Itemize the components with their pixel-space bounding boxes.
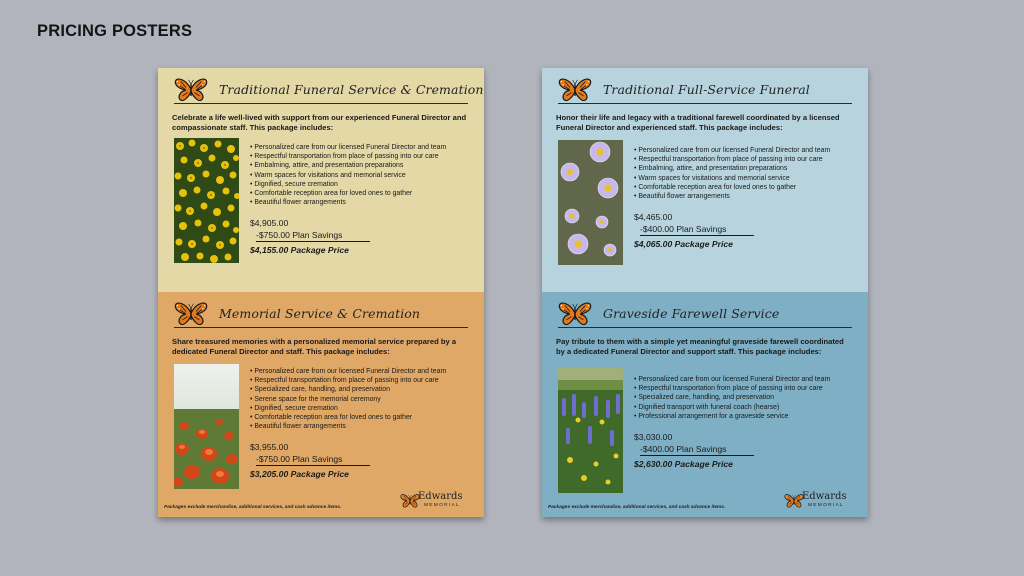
butterfly-icon <box>174 301 208 327</box>
package-title-row <box>174 76 484 104</box>
butterfly-icon <box>558 77 592 103</box>
package-graveside-farewell <box>542 292 868 517</box>
package-intro: Pay tribute to them with a simple yet meaningful graveside farewell coordinated by a dedicated Funeral Director and support staff. This package includes: <box>556 337 844 356</box>
package-price: $4,065.00 Package Price <box>634 239 733 249</box>
package-title: Memorial Service & Cremation <box>219 306 421 321</box>
plan-savings: -$750.00 Plan Savings <box>256 454 370 466</box>
package-feature-list <box>634 146 864 201</box>
plan-savings: -$750.00 Plan Savings <box>256 230 370 242</box>
wildflower-meadow-photo <box>558 368 623 493</box>
feature-item: • Comfortable reception area for loved ones to gather <box>250 413 480 422</box>
package-traditional-funeral-cremation <box>158 68 484 292</box>
feature-item: • Dignified, secure cremation <box>250 404 480 413</box>
butterfly-icon <box>558 301 592 327</box>
pricing-poster-left <box>158 68 484 517</box>
feature-item: • Specialized care, handling, and preservation <box>634 393 864 402</box>
base-price: $3,030.00 <box>634 432 673 442</box>
feature-item: • Serene space for the memorial ceremony <box>250 395 480 404</box>
package-price: $3,205.00 Package Price <box>250 469 349 479</box>
feature-item: • Warm spaces for visitations and memorial service <box>634 174 864 183</box>
red-poppies-photo <box>174 364 239 489</box>
package-title-row <box>174 300 468 328</box>
page-title: PRICING POSTERS <box>37 22 193 40</box>
package-title-row <box>558 76 852 104</box>
feature-item: • Beautiful flower arrangements <box>250 422 480 431</box>
package-feature-list <box>250 367 480 431</box>
package-memorial-cremation <box>158 292 484 517</box>
package-price: $2,630.00 Package Price <box>634 459 733 469</box>
feature-item: • Respectful transportation from place of passing into our care <box>250 376 480 385</box>
package-feature-list <box>250 143 480 207</box>
logo-sub: MEMORIAL <box>424 503 460 508</box>
package-title: Graveside Farewell Service <box>603 306 780 321</box>
feature-item: • Personalized care from our licensed Funeral Director and team <box>634 146 864 155</box>
logo-name: Edwards <box>418 491 463 502</box>
feature-item: • Warm spaces for visitations and memorial service <box>250 171 480 180</box>
edwards-memorial-logo <box>400 491 476 511</box>
feature-item: • Respectful transportation from place of passing into our care <box>250 152 480 161</box>
feature-item: • Beautiful flower arrangements <box>250 198 480 207</box>
package-intro: Share treasured memories with a personalized memorial service prepared by a dedicated Funeral Director and staff. This package includes: <box>172 337 457 356</box>
feature-item: • Professional arrangement for a graveside service <box>634 412 864 421</box>
package-feature-list <box>634 375 864 421</box>
feature-item: • Beautiful flower arrangements <box>634 192 864 201</box>
feature-item: • Dignified transport with funeral coach (hearse) <box>634 403 864 412</box>
logo-sub: MEMORIAL <box>808 503 844 508</box>
feature-item: • Respectful transportation from place of passing into our care <box>634 384 864 393</box>
package-intro: Honor their life and legacy with a traditional farewell coordinated by a licensed Funeral Director and experienced staff. This package includes: <box>556 113 840 132</box>
base-price: $4,905.00 <box>250 218 289 228</box>
feature-item: • Comfortable reception area for loved ones to gather <box>634 183 864 192</box>
logo-butterfly-icon <box>400 493 420 509</box>
feature-item: • Embalming, attire, and presentation preparations <box>250 161 480 170</box>
pricing-poster-right <box>542 68 868 517</box>
logo-butterfly-icon <box>784 493 804 509</box>
feature-item: • Respectful transportation from place of passing into our care <box>634 155 864 164</box>
yellow-flowers-photo <box>174 138 239 263</box>
plan-savings: -$400.00 Plan Savings <box>640 224 754 236</box>
feature-item: • Embalming, attire, and presentation preparations <box>634 164 864 173</box>
package-price: $4,155.00 Package Price <box>250 245 349 255</box>
edwards-memorial-logo <box>784 491 860 511</box>
feature-item: • Personalized care from our licensed Funeral Director and team <box>250 143 480 152</box>
disclaimer: Packages exclude merchandise, additional services, and cash advance items. <box>548 505 726 510</box>
disclaimer: Packages exclude merchandise, additional services, and cash advance items. <box>164 505 342 510</box>
butterfly-icon <box>174 77 208 103</box>
feature-item: • Dignified, secure cremation <box>250 180 480 189</box>
package-intro: Celebrate a life well-lived with support from our experienced Funeral Director and compassionate staff. This package includes: <box>172 113 467 132</box>
package-title: Traditional Full-Service Funeral <box>603 82 810 97</box>
feature-item: • Personalized care from our licensed Funeral Director and team <box>250 367 480 376</box>
plan-savings: -$400.00 Plan Savings <box>640 444 754 456</box>
package-title: Traditional Funeral Service & Cremation <box>219 82 484 97</box>
purple-asters-photo <box>558 140 623 265</box>
package-title-row <box>558 300 852 328</box>
base-price: $4,465.00 <box>634 212 673 222</box>
feature-item: • Personalized care from our licensed Funeral Director and team <box>634 375 864 384</box>
feature-item: • Comfortable reception area for loved ones to gather <box>250 189 480 198</box>
feature-item: • Specialized care, handling, and preservation <box>250 385 480 394</box>
base-price: $3,955.00 <box>250 442 289 452</box>
package-traditional-full-service <box>542 68 868 292</box>
logo-name: Edwards <box>802 491 847 502</box>
